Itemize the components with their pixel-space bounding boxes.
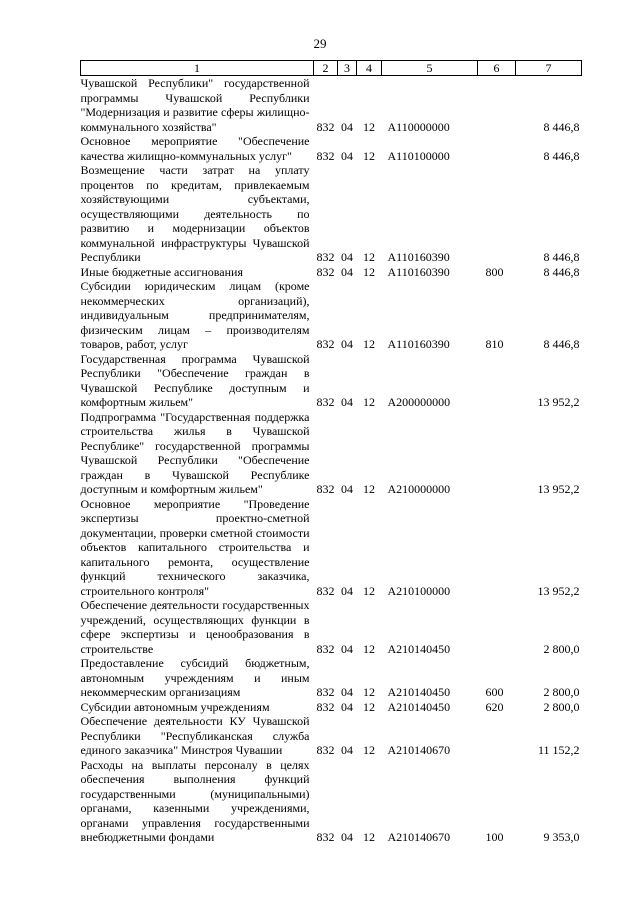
row-vr-code: 600 <box>485 685 504 699</box>
row-csr-code: A210000000 <box>387 482 451 496</box>
row-gr-code: 832 <box>316 148 335 163</box>
row-csr-code: A110100000 <box>387 148 450 163</box>
row-pr-code: 12 <box>363 641 375 656</box>
row-rz-code: 04 <box>341 830 353 844</box>
row-rz-code: 04 <box>341 264 353 279</box>
row-pr-code: 12 <box>363 482 375 496</box>
header-col-4: 4 <box>357 61 382 76</box>
header-col-2: 2 <box>314 61 338 76</box>
row-description: Предоставление субсидий бюджетным, автономным учреждениям и иным некоммерческим организациям <box>80 656 310 699</box>
row-pr-code: 12 <box>363 148 375 163</box>
row-description: Субсидии автономным учреждениям <box>80 699 270 714</box>
row-pr-code: 12 <box>363 583 375 598</box>
table-row <box>81 497 582 599</box>
row-pr-code: 12 <box>363 830 375 844</box>
row-pr-code: 12 <box>363 395 375 409</box>
row-vr-code <box>478 352 516 410</box>
row-rz-code: 04 <box>341 395 353 409</box>
row-csr-code: A110160390 <box>387 264 450 279</box>
row-vr-code <box>478 497 516 599</box>
row-pr-code: 12 <box>363 685 375 699</box>
table-row <box>81 76 582 135</box>
header-col-7: 7 <box>516 61 582 76</box>
header-col-3: 3 <box>338 61 357 76</box>
row-description: Подпрограмма "Государственная поддержка строительства жилья в Чувашской Республике" государственной программы Чувашской Республики "Обеспечение граждан в Чувашской Республике доступным и комфортным жильем" <box>80 409 310 496</box>
budget-table <box>80 60 582 845</box>
row-amount: 8 446,8 <box>543 148 580 163</box>
row-rz-code: 04 <box>341 699 353 714</box>
row-gr-code: 832 <box>316 482 335 496</box>
row-vr-code <box>478 410 516 497</box>
row-gr-code: 832 <box>316 685 335 699</box>
page-number: 29 <box>313 36 327 51</box>
row-vr-code <box>478 598 516 656</box>
row-csr-code: A110000000 <box>387 119 450 134</box>
row-csr-code: A200000000 <box>387 395 451 409</box>
row-pr-code: 12 <box>363 119 375 134</box>
row-vr-code <box>478 76 516 135</box>
row-rz-code: 04 <box>341 685 353 699</box>
table-row <box>81 410 582 497</box>
row-csr-code: A110160390 <box>387 337 450 351</box>
row-description: Иные бюджетные ассигнования <box>80 264 243 279</box>
row-vr-code: 100 <box>485 830 504 844</box>
table-header-row <box>81 61 582 76</box>
row-vr-code: 800 <box>485 264 504 279</box>
row-gr-code: 832 <box>316 395 335 409</box>
row-gr-code: 832 <box>316 250 335 264</box>
table-row <box>81 714 582 758</box>
row-gr-code: 832 <box>316 830 335 844</box>
table-row <box>81 352 582 410</box>
row-amount: 13 952,2 <box>537 583 580 598</box>
table-row <box>81 134 582 163</box>
row-vr-code <box>478 134 516 163</box>
row-gr-code: 832 <box>316 699 335 714</box>
row-description: Государственная программа Чувашской Республики "Обеспечение граждан в Чувашской Республике доступным и комфортным жильем" <box>80 351 310 409</box>
row-amount: 2 800,0 <box>543 641 580 656</box>
table-row <box>81 700 582 715</box>
row-description: Субсидии юридическим лицам (кроме некоммерческих организаций), индивидуальным предпринимателям, физическим лицам – производителям товаров, работ, услуг <box>80 279 310 351</box>
row-csr-code: A110160390 <box>387 250 450 264</box>
row-amount: 8 446,8 <box>543 250 580 264</box>
row-amount: 8 446,8 <box>543 264 580 279</box>
row-rz-code: 04 <box>341 250 353 264</box>
header-col-6: 6 <box>478 61 516 76</box>
row-rz-code: 04 <box>341 743 353 757</box>
row-description: Возмещение части затрат на уплату процентов по кредитам, привлекаемым хозяйствующими субъектами, осуществляющими деятельность по развитию и модернизации объектов коммунальной инфраструктуры Чувашской Республики <box>80 163 310 264</box>
row-description: Обеспечение деятельности государственных учреждений, осуществляющих функции в сфере экспертизы и ценообразования в строительстве <box>80 598 310 656</box>
row-rz-code: 04 <box>341 482 353 496</box>
row-description: Основное мероприятие "Проведение экспертизы проектно-сметной документации, проверки сметной стоимости объектов капитального строительства и капитального ремонта, осуществление функций технического заказчика, строительного контроля" <box>80 496 310 598</box>
row-rz-code: 04 <box>341 641 353 656</box>
table-row <box>81 758 582 845</box>
row-vr-code: 620 <box>485 699 504 714</box>
row-amount: 8 446,8 <box>543 337 580 351</box>
row-amount: 11 152,2 <box>537 743 580 757</box>
row-amount: 13 952,2 <box>537 482 580 496</box>
row-gr-code: 832 <box>316 119 335 134</box>
row-gr-code: 832 <box>316 337 335 351</box>
row-gr-code: 832 <box>316 641 335 656</box>
row-pr-code: 12 <box>363 250 375 264</box>
table-row <box>81 656 582 700</box>
row-csr-code: A210100000 <box>387 583 451 598</box>
row-csr-code: A210140450 <box>387 699 451 714</box>
row-rz-code: 04 <box>341 148 353 163</box>
table-row <box>81 163 582 265</box>
table-row <box>81 279 582 352</box>
table-row <box>81 265 582 280</box>
header-col-1: 1 <box>81 61 314 76</box>
row-pr-code: 12 <box>363 699 375 714</box>
row-vr-code <box>478 714 516 758</box>
row-amount: 2 800,0 <box>543 685 580 699</box>
row-amount: 2 800,0 <box>543 699 580 714</box>
row-csr-code: A210140670 <box>387 743 451 757</box>
row-pr-code: 12 <box>363 743 375 757</box>
row-csr-code: A210140450 <box>387 685 451 699</box>
row-pr-code: 12 <box>363 264 375 279</box>
row-vr-code <box>478 163 516 265</box>
row-amount: 9 353,0 <box>543 830 580 844</box>
row-rz-code: 04 <box>341 583 353 598</box>
row-rz-code: 04 <box>341 337 353 351</box>
row-rz-code: 04 <box>341 119 353 134</box>
row-gr-code: 832 <box>316 743 335 757</box>
row-gr-code: 832 <box>316 264 335 279</box>
row-description: Обеспечение деятельности КУ Чувашской Республики "Республиканская служба единого заказчика" Минстроя Чувашии <box>80 714 310 757</box>
row-description: Чувашской Республики" государственной программы Чувашской Республики "Модернизация и развитие сферы жилищно-коммунального хозяйства" <box>80 76 310 134</box>
row-description: Основное мероприятие "Обеспечение качества жилищно-коммунальных услуг" <box>80 134 310 163</box>
row-pr-code: 12 <box>363 337 375 351</box>
header-col-5: 5 <box>382 61 478 76</box>
row-description: Расходы на выплаты персоналу в целях обеспечения выполнения функций государственными (муниципальными) органами, казенными учреждениями, органами управления государственными внебюджетными фондами <box>80 757 310 844</box>
row-gr-code: 832 <box>316 583 335 598</box>
row-csr-code: A210140670 <box>387 830 451 844</box>
row-amount: 8 446,8 <box>543 119 580 134</box>
row-csr-code: A210140450 <box>387 641 451 656</box>
table-row <box>81 598 582 656</box>
row-amount: 13 952,2 <box>537 395 580 409</box>
row-vr-code: 810 <box>485 337 504 351</box>
